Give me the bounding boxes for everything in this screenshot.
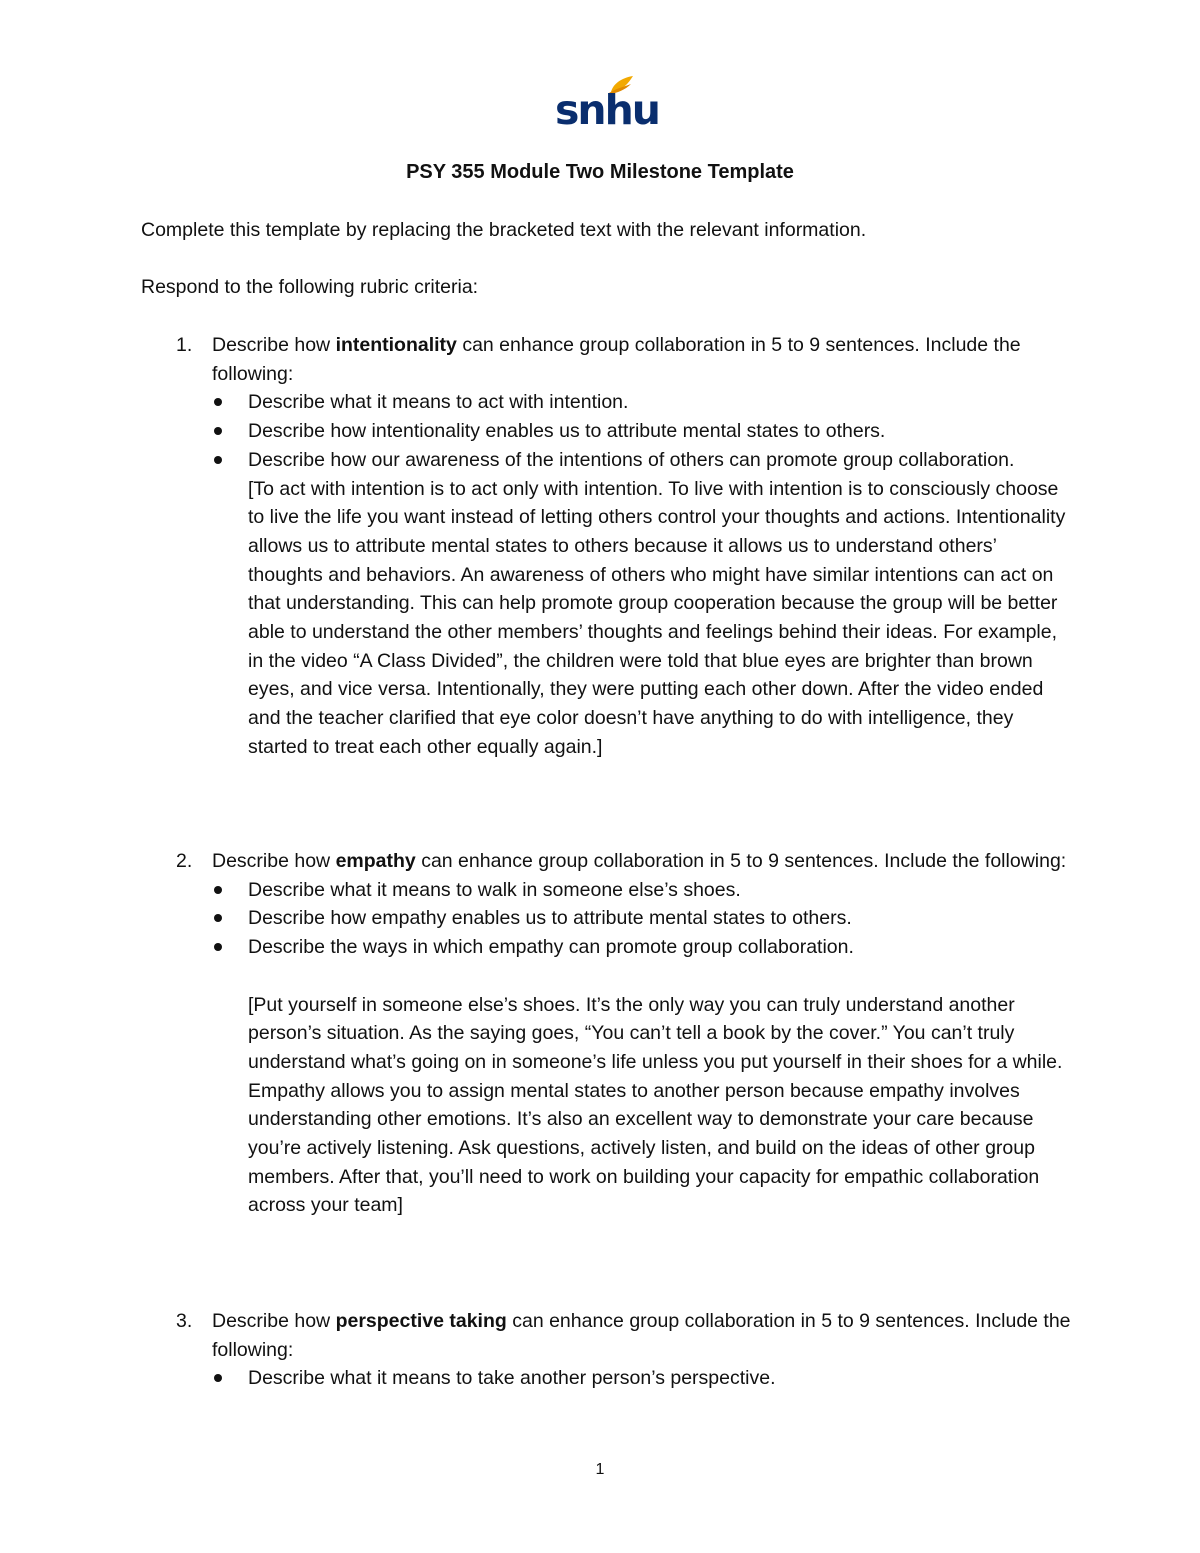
item-prompt (212, 331, 1072, 388)
bullet-item: Describe what it means to walk in someone else’s shoes. (212, 876, 1072, 905)
item-prompt (212, 847, 1072, 876)
prompt-suffix: can enhance group collaboration in 5 to 9 sentences. Include the following: (212, 334, 1021, 385)
bullet-item: Describe the ways in which empathy can promote group collaboration. (212, 933, 1072, 962)
bullet-item: Describe what it means to take another person’s perspective. (212, 1364, 1072, 1393)
prompt-keyword: perspective taking (335, 1310, 507, 1332)
prompt-keyword: intentionality (335, 334, 457, 356)
prompt-keyword: empathy (335, 850, 416, 872)
snhu-logo (555, 74, 659, 134)
bullet-list (212, 876, 1072, 962)
item-number: 2. (176, 850, 193, 872)
item-prompt (212, 1307, 1072, 1364)
prompt-prefix: Describe how (212, 1310, 331, 1332)
bullet-item: Describe how our awareness of the intentions of others can promote group collaboration. (212, 446, 1072, 475)
prompt-suffix: can enhance group collaboration in 5 to 9 sentences. Include the following: (421, 850, 1067, 872)
blank-line (212, 962, 1072, 991)
answer-text: [Put yourself in someone else’s shoes. It’s the only way you can truly understand another person’s situation. As the saying goes, “You can’t tell a book by the cover.” You can’t truly understand what’s going on in someone’s life unless you put yourself in their shoes for a while. Empathy allows you to assign mental states to another person because empathy involves understanding other emotions. It’s also an excellent way to demonstrate your care because you’re actively listening. Ask questions, actively listen, and build on the ideas of other group members. After that, you’ll need to work on building your capacity for empathic collaboration across your team] (248, 993, 1063, 1217)
item-body (212, 331, 1072, 762)
bullet-list (212, 1364, 1072, 1393)
item-body (212, 847, 1072, 1220)
bullet-list (212, 388, 1072, 474)
page-number: 1 (595, 1461, 605, 1478)
item-body (212, 1307, 1072, 1393)
answer-text: [To act with intention is to act only with intention. To live with intention is to consciously choose to live the life you want instead of letting others control your thoughts and actions. Intentionality allows us to attribute mental states to others because it allows us to understand others’ thoughts and behaviors. An awareness of others who might have similar intentions can act on that understanding. This can help promote group cooperation because the group will be better able to understand the other members’ thoughts and feelings behind their ideas. For example, in the video “A Class Divided”, the children were told that blue eyes are brighter than brown eyes, and vice versa. Intentionally, they were putting each other down. After the video ended and the teacher clarified that eye color doesn’t have anything to do with intelligence, they started to treat each other equally again.] (248, 477, 1066, 758)
bullet-item: Describe what it means to act with intention. (212, 388, 1072, 417)
rubric-intro-text: Respond to the following rubric criteria: (141, 276, 479, 298)
bullet-item: Describe how empathy enables us to attribute mental states to others. (212, 904, 1072, 933)
item-number: 1. (176, 334, 193, 356)
prompt-prefix: Describe how (212, 334, 331, 356)
bullet-item: Describe how intentionality enables us to attribute mental states to others. (212, 417, 1072, 446)
logo-text: snhu (555, 86, 659, 134)
document-title: PSY 355 Module Two Milestone Template (406, 161, 794, 183)
prompt-prefix: Describe how (212, 850, 331, 872)
prompt-suffix: can enhance group collaboration in 5 to 9 sentences. Include the following: (212, 1310, 1071, 1361)
item-number: 3. (176, 1310, 193, 1332)
instructions-text: Complete this template by replacing the bracketed text with the relevant information. (141, 219, 867, 241)
